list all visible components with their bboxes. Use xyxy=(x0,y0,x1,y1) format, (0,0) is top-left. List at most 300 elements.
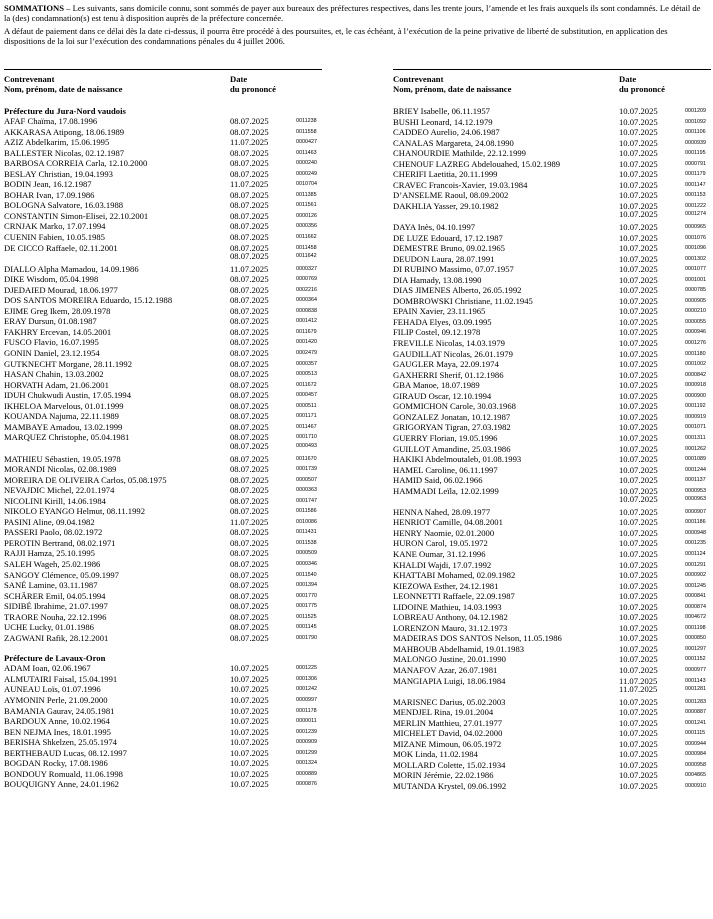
person-entry: GUTKNECHT Morgane, 28.11.1992 xyxy=(4,358,133,369)
case-number: 0000946 xyxy=(685,329,706,336)
pronounce-date: 08.07.2025 xyxy=(230,601,269,612)
table-row xyxy=(4,127,322,138)
pronounce-date: 10.07.2025 xyxy=(619,137,658,148)
case-number: 0000889 xyxy=(296,770,317,777)
case-number: 0000965 xyxy=(685,224,706,231)
pronounce-date: 10.07.2025 xyxy=(619,633,658,644)
person-entry: BESLAY Christian, 19.04.1993 xyxy=(4,168,113,179)
person-entry: SCHÄRER Emil, 04.05.1994 xyxy=(4,590,106,601)
pronounce-date: 10.07.2025 xyxy=(619,559,658,570)
case-number: 0001002 xyxy=(685,361,706,368)
case-number: 0000427 xyxy=(296,139,317,146)
person-entry: LOBREAU Anthony, 04.12.1982 xyxy=(393,612,508,623)
case-number: 0001412 xyxy=(296,318,317,325)
pronounce-date: 10.07.2025 xyxy=(619,411,658,422)
case-number: 0001076 xyxy=(685,234,706,241)
case-number: 0000769 xyxy=(296,276,317,283)
case-number: 0000958 xyxy=(685,761,706,768)
top-rule xyxy=(4,69,322,70)
table-row xyxy=(393,370,711,381)
table-row xyxy=(393,560,711,571)
column-header xyxy=(393,74,711,96)
person-entry: IDUH Chukwudi Austin, 17.05.1994 xyxy=(4,390,132,401)
person-entry: HAMID Said, 06.02.1966 xyxy=(393,475,483,486)
person-entry: BOLOGNA Salvatore, 16.03.1988 xyxy=(4,200,124,211)
person-entry: DAKHLIA Yasser, 29.10.1982 xyxy=(393,200,499,211)
table-row xyxy=(393,296,711,307)
pronounce-date: 10.07.2025 xyxy=(619,443,658,454)
case-number: 0001071 xyxy=(685,424,706,431)
pronounce-date: 10.07.2025 xyxy=(619,664,658,675)
person-entry: KIEZOWA Esther, 24.12.1981 xyxy=(393,580,499,591)
table-row xyxy=(393,623,711,634)
case-number: 0001291 xyxy=(685,561,706,568)
case-number: 0011561 xyxy=(296,202,317,209)
person-entry: BARBOSA CORREIA Carla, 12.10.2000 xyxy=(4,158,148,169)
person-entry: DEMESTRE Bruno, 09.02.1965 xyxy=(393,243,505,254)
table-row xyxy=(4,179,322,190)
case-number: 0000791 xyxy=(685,160,706,167)
pronounce-date: 10.07.2025 xyxy=(619,179,658,190)
person-entry: DIAS JIMENES Alberto, 26.05.1992 xyxy=(393,285,522,296)
person-entry: SANÉ Lamine, 03.11.1987 xyxy=(4,580,98,591)
person-entry: HENRIOT Camille, 04.08.2001 xyxy=(393,517,503,528)
case-number: 0011662 xyxy=(296,234,317,241)
table-row xyxy=(393,697,711,708)
pronounce-date: 10.07.2025 xyxy=(619,369,658,380)
table-row xyxy=(4,190,322,201)
table-row xyxy=(4,454,322,465)
pronounce-date: 10.07.2025 xyxy=(619,338,658,349)
pronounce-date: 08.07.2025 xyxy=(230,305,269,316)
table-row xyxy=(393,486,711,507)
person-entry: DIA Hamady, 13.08.1990 xyxy=(393,274,482,285)
spacer xyxy=(393,96,711,106)
case-number: 0001747 xyxy=(296,497,317,504)
case-number: 0000511 xyxy=(296,402,317,409)
pronounce-date: 10.07.2025 xyxy=(230,716,269,727)
case-number: 0001283 xyxy=(685,698,706,705)
table-row xyxy=(4,221,322,232)
header-contrevenant: Contrevenant xyxy=(4,74,55,84)
case-number: 0011525 xyxy=(296,613,317,620)
person-entry: HENNA Nahed, 28.09.1977 xyxy=(393,506,491,517)
table-row xyxy=(393,454,711,465)
pronounce-date: 10.07.2025 xyxy=(619,454,658,465)
table-row xyxy=(4,580,322,591)
table-row xyxy=(393,676,711,697)
pronounce-date: 11.07.2025 xyxy=(230,179,269,190)
pronounce-date: 08.07.2025 xyxy=(230,116,269,126)
table-row xyxy=(4,158,322,169)
table-row xyxy=(393,117,711,128)
table-row xyxy=(4,264,322,275)
person-entry: LIDOINE Mathieu, 14.03.1993 xyxy=(393,601,502,612)
pronounce-date: 08.07.2025 xyxy=(230,251,269,262)
person-entry: KHALDI Wajdi, 17.07.1992 xyxy=(393,559,492,570)
case-number: 0000997 xyxy=(296,696,317,703)
pronounce-date: 10.07.2025 xyxy=(619,527,658,538)
person-entry: BONDOUY Romuald, 11.06.1998 xyxy=(4,768,123,779)
person-entry: BAMANIA Gaurav, 24.05.1981 xyxy=(4,705,115,716)
left-column xyxy=(4,69,322,790)
table-row xyxy=(4,148,322,159)
table-row xyxy=(4,496,322,507)
person-entry: MOK Linda, 11.02.1984 xyxy=(393,749,478,760)
table-row xyxy=(4,348,322,359)
table-row xyxy=(4,401,322,412)
person-entry: FUSCO Flavio, 16.07.1995 xyxy=(4,337,99,348)
case-number: 0000055 xyxy=(685,318,706,325)
table-row xyxy=(4,779,322,790)
person-entry: BERTHEBAUD Lucas, 08.12.1997 xyxy=(4,747,127,758)
person-entry: NICOLINI Kirill, 14.06.1984 xyxy=(4,495,106,506)
pronounce-date: 10.07.2025 xyxy=(619,274,658,285)
pronounce-date: 10.07.2025 xyxy=(619,759,658,770)
person-entry: CHANOURDIE Mathilde, 22.12.1999 xyxy=(393,148,526,159)
pronounce-date: 10.07.2025 xyxy=(619,781,658,791)
table-row xyxy=(393,169,711,180)
pronounce-date: 10.07.2025 xyxy=(619,200,658,211)
case-number: 0000850 xyxy=(685,635,706,642)
table-row xyxy=(393,728,711,739)
person-entry: MOLLARD Colette, 15.02.1934 xyxy=(393,759,506,770)
table-row xyxy=(4,769,322,780)
person-entry: ADAM Ioan, 02.06.1967 xyxy=(4,663,91,674)
table-row xyxy=(4,316,322,327)
table-row xyxy=(4,285,322,296)
case-number: 0004865 xyxy=(685,772,706,779)
person-entry: MAMBAYE Amadou, 13.02.1999 xyxy=(4,421,123,432)
person-entry: BUSHI Leonard, 14.12.1979 xyxy=(393,116,493,127)
pronounce-date: 10.07.2025 xyxy=(619,749,658,760)
person-entry: MATHIEU Sébastien, 19.05.1978 xyxy=(4,453,121,464)
table-row xyxy=(4,274,322,285)
person-entry: MALONGO Justine, 20.01.1990 xyxy=(393,654,506,665)
pronounce-date: 10.07.2025 xyxy=(619,401,658,412)
table-row xyxy=(393,465,711,476)
pronounce-date: 10.07.2025 xyxy=(619,422,658,433)
table-row xyxy=(393,739,711,750)
pronounce-date: 11.07.2025 xyxy=(619,675,658,686)
case-number: 0000939 xyxy=(685,139,706,146)
person-entry: HAKIKI Abdelmoutaleb, 01.08.1993 xyxy=(393,454,522,465)
pronounce-date: 10.07.2025 xyxy=(619,548,658,559)
person-entry: GAUGLER Maya, 22.09.1974 xyxy=(393,359,499,370)
case-number: 0001244 xyxy=(685,466,706,473)
table-row xyxy=(4,506,322,517)
person-entry: HENRY Naomie, 02.01.2000 xyxy=(393,527,495,538)
person-entry: MADEIRAS DOS SANTOS Nelson, 11.05.1986 xyxy=(393,633,562,644)
pronounce-date: 10.07.2025 xyxy=(619,222,658,233)
case-number: 0001001 xyxy=(685,276,706,283)
pronounce-date: 10.07.2025 xyxy=(619,612,658,623)
pronounce-date: 10.07.2025 xyxy=(619,717,658,728)
table-row xyxy=(4,663,322,674)
person-entry: DE CICCO Raffaele, 02.11.2001 xyxy=(4,242,118,253)
table-row xyxy=(393,243,711,254)
person-entry: SIDIBÉ Ibrahime, 21.07.1997 xyxy=(4,601,108,612)
pronounce-date: 10.07.2025 xyxy=(619,475,658,486)
case-number: 0000984 xyxy=(685,751,706,758)
pronounce-date: 08.07.2025 xyxy=(230,548,269,559)
table-row xyxy=(393,591,711,602)
table-row xyxy=(4,464,322,475)
case-number: 0011458 xyxy=(296,244,317,251)
table-row xyxy=(4,674,322,685)
pronounce-date: 08.07.2025 xyxy=(230,379,269,390)
person-entry: PASINI Aline, 09.04.1982 xyxy=(4,516,95,527)
case-number: 0001092 xyxy=(685,118,706,125)
table-row xyxy=(393,180,711,191)
case-number: 0001239 xyxy=(296,728,317,735)
pronounce-date: 10.07.2025 xyxy=(619,432,658,443)
table-row xyxy=(393,391,711,402)
case-number: 0001147 xyxy=(685,181,706,188)
person-entry: MOREIRA DE OLIVEIRA Carlos, 05.08.1975 xyxy=(4,474,167,485)
person-entry: HORVATH Adam, 21.06.2001 xyxy=(4,379,109,390)
case-number: 0001186 xyxy=(685,519,706,526)
case-number: 0001152 xyxy=(685,656,706,663)
person-entry: UCHE Lucky, 01.01.1986 xyxy=(4,622,94,633)
person-entry: ZAGWANI Rafik, 28.12.2001 xyxy=(4,632,109,643)
intro-title: SOMMATIONS xyxy=(4,3,65,13)
pronounce-date: 08.07.2025 xyxy=(230,464,269,475)
person-entry: CADDEO Aurelio, 24.06.1987 xyxy=(393,127,500,138)
case-number: 0000357 xyxy=(296,360,317,367)
table-row xyxy=(4,633,322,644)
table-row xyxy=(393,549,711,560)
case-number: 0000953 xyxy=(685,487,706,494)
person-entry: BOHAR Ivan, 17.09.1986 xyxy=(4,189,95,200)
pronounce-date: 08.07.2025 xyxy=(230,284,269,295)
person-entry: IKHELOA Marvelous, 01.01.1999 xyxy=(4,400,124,411)
person-entry: AZIZ Abdelkarim, 15.06.1995 xyxy=(4,137,110,148)
person-entry: GAXHERRI Sherif, 01.12.1986 xyxy=(393,369,504,380)
case-number: 0000905 xyxy=(685,297,706,304)
table-row xyxy=(4,116,322,127)
pronounce-date: 08.07.2025 xyxy=(230,580,269,591)
case-number: 0001770 xyxy=(296,592,317,599)
table-row xyxy=(4,359,322,370)
pronounce-date: 08.07.2025 xyxy=(230,189,269,200)
pronounce-date: 08.07.2025 xyxy=(230,506,269,517)
pronounce-date: 10.07.2025 xyxy=(230,768,269,779)
case-number: 0000902 xyxy=(685,572,706,579)
case-number: 0000249 xyxy=(296,170,317,177)
table-row xyxy=(4,570,322,581)
table-row xyxy=(393,654,711,665)
header-pronounce: du prononcé xyxy=(230,84,276,94)
section-list-jura xyxy=(4,116,322,643)
person-entry: GBA Manoe, 18.07.1989 xyxy=(393,380,480,391)
top-rule xyxy=(393,69,711,70)
person-entry: CRAVEC Francois-Xavier, 19.03.1984 xyxy=(393,179,528,190)
case-number: 0000900 xyxy=(685,392,706,399)
pronounce-date: 08.07.2025 xyxy=(230,590,269,601)
case-number: 0000126 xyxy=(296,212,317,219)
case-number: 0001195 xyxy=(685,150,706,157)
pronounce-date: 08.07.2025 xyxy=(230,200,269,211)
case-number: 0001180 xyxy=(685,350,706,357)
pronounce-date: 08.07.2025 xyxy=(230,440,269,451)
pronounce-date: 10.07.2025 xyxy=(619,738,658,749)
table-row xyxy=(4,527,322,538)
table-row xyxy=(393,254,711,265)
pronounce-date: 08.07.2025 xyxy=(230,326,269,337)
case-number: 0001311 xyxy=(685,434,706,441)
case-number: 0000909 xyxy=(296,739,317,746)
table-row xyxy=(4,559,322,570)
case-number: 0000457 xyxy=(296,392,317,399)
person-entry: AYMONIN Perle, 21.09.2000 xyxy=(4,694,108,705)
pronounce-date: 08.07.2025 xyxy=(230,126,269,137)
table-row xyxy=(4,232,322,243)
case-number: 0001222 xyxy=(685,202,706,209)
person-entry: FEHADA Elyes, 03.09.1995 xyxy=(393,316,492,327)
person-entry: MUTANDA Krystel, 09.06.1992 xyxy=(393,781,507,791)
person-entry: LORENZON Mauro, 31.12.1973 xyxy=(393,622,508,633)
case-number: 0001171 xyxy=(296,413,317,420)
table-row xyxy=(4,706,322,717)
table-row xyxy=(393,528,711,539)
pronounce-date: 08.07.2025 xyxy=(230,232,269,243)
table-row xyxy=(4,327,322,338)
case-number: 0001089 xyxy=(685,456,706,463)
table-row xyxy=(4,622,322,633)
pronounce-date: 08.07.2025 xyxy=(230,622,269,633)
pronounce-date: 10.07.2025 xyxy=(619,359,658,370)
right-list xyxy=(393,106,711,792)
person-entry: HURON Carol, 19.05.1972 xyxy=(393,538,488,549)
case-number: 0011679 xyxy=(296,328,317,335)
spacer xyxy=(4,96,322,106)
header-nom: Nom, prénom, date de naissance xyxy=(393,84,512,94)
person-entry: D’ANSELME Raoul, 08.09.2002 xyxy=(393,190,509,201)
table-row xyxy=(4,485,322,496)
case-number: 0011463 xyxy=(296,149,317,156)
case-number: 0011642 xyxy=(296,253,317,260)
table-row xyxy=(4,295,322,306)
table-row xyxy=(393,317,711,328)
case-number: 0000507 xyxy=(296,476,317,483)
table-row xyxy=(4,538,322,549)
person-entry: GIRAUD Oscar, 12.10.1994 xyxy=(393,390,492,401)
table-row xyxy=(4,243,322,264)
table-row xyxy=(393,106,711,117)
person-entry: GONIN Daniel, 23.12.1954 xyxy=(4,348,100,359)
case-number: 0010086 xyxy=(296,518,317,525)
person-entry: HASAN Chahin, 13.03.2002 xyxy=(4,369,104,380)
person-entry: PEROTIN Bertrand, 08.02.1971 xyxy=(4,537,116,548)
case-number: 0004672 xyxy=(685,614,706,621)
person-entry: MANAFOV Azar, 26.07.1981 xyxy=(393,664,498,675)
case-number: 0000011 xyxy=(296,718,317,725)
table-row xyxy=(393,412,711,423)
case-number: 0000356 xyxy=(296,223,317,230)
spacer xyxy=(4,643,322,653)
pronounce-date: 08.07.2025 xyxy=(230,411,269,422)
table-row xyxy=(4,411,322,422)
pronounce-date: 10.07.2025 xyxy=(619,485,658,496)
table-row xyxy=(4,612,322,623)
table-row xyxy=(393,233,711,244)
table-row xyxy=(393,275,711,286)
case-number: 0000346 xyxy=(296,560,317,567)
table-row xyxy=(393,138,711,149)
person-entry: GONZALEZ Jonatan, 10.12.1987 xyxy=(393,411,511,422)
person-entry: DAYA Inès, 04.10.1997 xyxy=(393,222,476,233)
person-entry: BEN NEJMA Ines, 18.01.1995 xyxy=(4,726,111,737)
table-row xyxy=(393,433,711,444)
case-number: 0001775 xyxy=(296,603,317,610)
pronounce-date: 10.07.2025 xyxy=(230,694,269,705)
person-entry: BODIN Jean, 16.12.1987 xyxy=(4,179,92,190)
case-number: 0000210 xyxy=(685,308,706,315)
pronounce-date: 08.07.2025 xyxy=(230,558,269,569)
case-number: 0001077 xyxy=(685,266,706,273)
table-row xyxy=(393,222,711,233)
case-number: 0011670 xyxy=(296,455,317,462)
pronounce-date: 08.07.2025 xyxy=(230,495,269,506)
pronounce-date: 10.07.2025 xyxy=(619,506,658,517)
case-number: 0001241 xyxy=(685,719,706,726)
case-number: 0000327 xyxy=(296,265,317,272)
person-entry: FREVILLE Nicolas, 14.03.1979 xyxy=(393,338,505,349)
person-entry: DJEDAIED Mourad, 18.06.1977 xyxy=(4,284,118,295)
table-row xyxy=(4,475,322,486)
pronounce-date: 10.07.2025 xyxy=(619,380,658,391)
case-number: 0001245 xyxy=(685,582,706,589)
person-entry: SANGOY Clémence, 05.09.1997 xyxy=(4,569,119,580)
case-number: 0001124 xyxy=(685,550,706,557)
pronounce-date: 10.07.2025 xyxy=(619,232,658,243)
case-number: 0001274 xyxy=(685,211,706,218)
case-number: 0000876 xyxy=(296,781,317,788)
person-entry: RAJJI Hamza, 25.10.1995 xyxy=(4,548,95,559)
header-name xyxy=(393,74,511,94)
person-entry: DIKE Wisdom, 05.04.1998 xyxy=(4,274,99,285)
pronounce-date: 10.07.2025 xyxy=(230,663,269,674)
pronounce-date: 10.07.2025 xyxy=(619,517,658,528)
pronounce-date: 10.07.2025 xyxy=(619,253,658,264)
table-row xyxy=(393,665,711,676)
case-number: 0000509 xyxy=(296,550,317,557)
person-entry: PASSERI Paolo, 08.02.1972 xyxy=(4,527,103,538)
table-row xyxy=(4,200,322,211)
case-number: 0001739 xyxy=(296,466,317,473)
pronounce-date: 10.07.2025 xyxy=(619,116,658,127)
table-row xyxy=(4,380,322,391)
person-entry: BARDOUX Anne, 10.02.1964 xyxy=(4,716,110,727)
person-entry: MORIN Jérémie, 22.02.1986 xyxy=(393,770,494,781)
table-row xyxy=(4,169,322,180)
person-entry: ALMUTAIRI Faisal, 15.04.1991 xyxy=(4,673,118,684)
table-row xyxy=(393,781,711,792)
section-list-lavaux xyxy=(4,663,322,790)
person-entry: KHATTABI Mohamed, 02.09.1982 xyxy=(393,570,516,581)
case-number: 0000948 xyxy=(685,529,706,536)
header-pronounce: du prononcé xyxy=(619,84,665,94)
table-row xyxy=(393,507,711,518)
case-number: 0001209 xyxy=(685,108,706,114)
case-number: 0001198 xyxy=(685,624,706,631)
table-row xyxy=(4,369,322,380)
pronounce-date: 08.07.2025 xyxy=(230,316,269,327)
header-name xyxy=(4,74,122,94)
case-number: 0000785 xyxy=(685,287,706,294)
table-row xyxy=(393,538,711,549)
